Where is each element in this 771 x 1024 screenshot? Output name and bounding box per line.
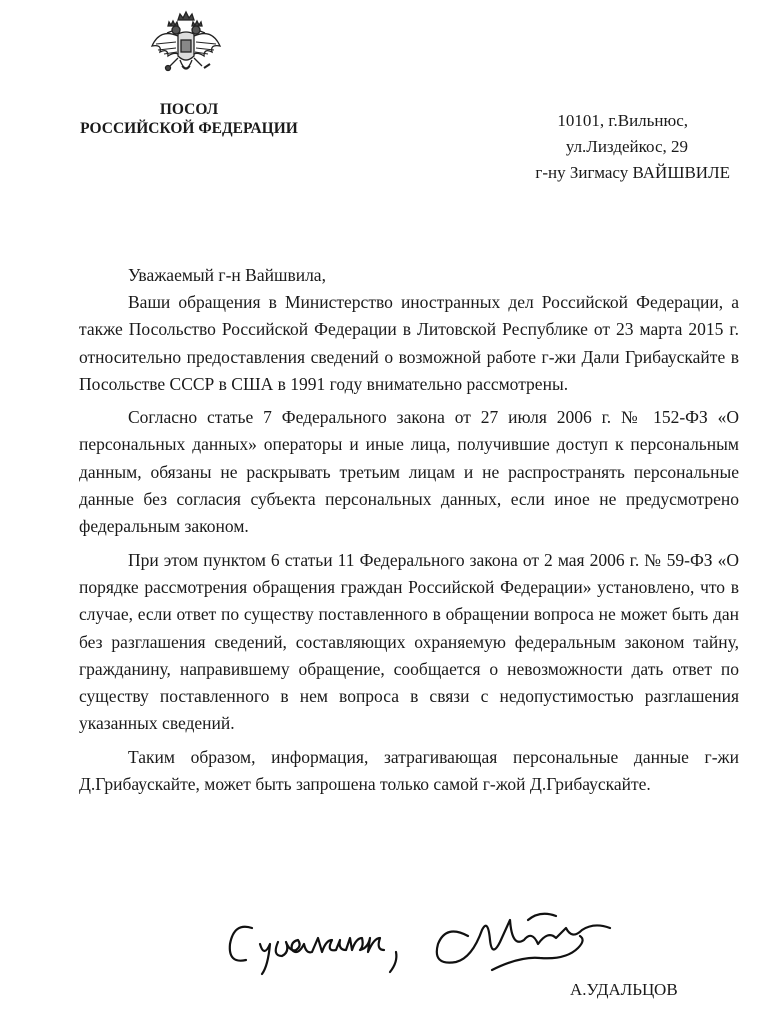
addressee: г-ну Зигмасу ВАЙШВИЛЕ (535, 163, 730, 182)
sender-country: РОССИЙСКОЙ ФЕДЕРАЦИИ (80, 120, 298, 137)
letter-body (79, 289, 739, 798)
sender-title: ПОСОЛ (159, 101, 219, 118)
salutation: Уважаемый г-н Вайшвила, (128, 265, 326, 285)
coat-of-arms-emblem (148, 6, 224, 86)
paragraph-2: Согласно статье 7 Федерального закона от 27 июля 2006 г. № 152-ФЗ «О персональных данных» операторы и иные лица, получившие доступ к персональным данным, обязаны не раскрывать третьим лицам и не распространять персональные данные без согласия субъекта персональных данных, если иное не предусмотрено федеральным законом. (79, 407, 739, 537)
recipient-address (488, 108, 688, 160)
sender-block (64, 100, 314, 138)
address-street: ул.Лиздейкос, 29 (565, 137, 688, 156)
address-city: 10101, г.Вильнюс, (557, 111, 688, 130)
paragraph-4: Таким образом, информация, затрагивающая персональные данные г-жи Д.Грибаускайте, может быть запрошена только самой г-жой Д.Грибаускайте. (79, 746, 739, 795)
paragraph-3: При этом пунктом 6 статьи 11 Федерального закона от 2 мая 2006 г. № 59-ФЗ «О порядке рассмотрения обращения граждан Российской Федерации» установлено, что в случае, если ответ по существу поставленного в обращении вопроса не может быть дан без разглашения сведений, составляющих охраняемую федеральным законом тайну, гражданину, направившему обращение, сообщается о невозможности дать ответ по существу поставленного в нем вопроса в связи с недопустимостью разглашения указанных сведений. (79, 549, 739, 734)
signer-name: А.УДАЛЬЦОВ (570, 980, 678, 999)
paragraph-1: Ваши обращения в Министерство иностранных дел Российской Федерации, а также Посольство Российской Федерации в Литовской Республике от 23 марта 2015 г. относительно предоставления сведений о возможной работе г-жи Дали Грибаускайте в Посольстве СССР в США в 1991 году внимательно рассмотрены. (79, 292, 739, 394)
